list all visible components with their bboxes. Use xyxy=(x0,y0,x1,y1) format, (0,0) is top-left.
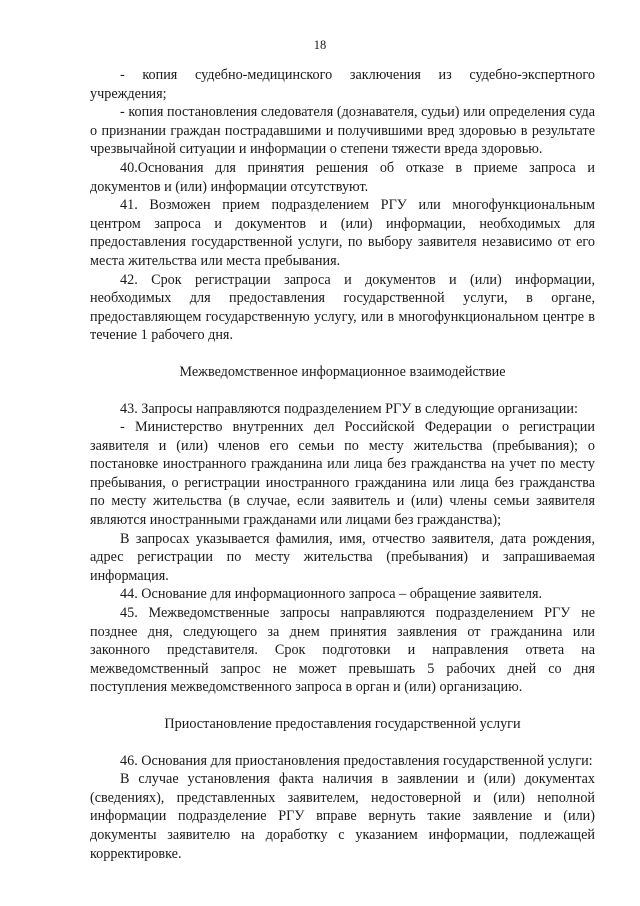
paragraph-request-contents: В запросах указывается фамилия, имя, отчество заявителя, дата рождения, адрес регистрации по месту жительства (пребывания) и запрашиваемая информация. xyxy=(90,530,595,584)
section-heading-interagency: Межведомственное информационное взаимодействие xyxy=(179,363,506,380)
section-heading-suspension: Приостановление предоставления государственной услуги xyxy=(164,716,521,732)
paragraph-mvd: - Министерство внутренних дел Российской Федерации о регистрации заявителя и (или) членов его семьи по месту жительства (пребывания); о постановке иностранного гражданина или лица без гражданства на учет по месту пребывания, о регистрации иностранного гражданина или лица без гражданства по месту жительства (в случае, если заявитель и (или) члены семьи заявителя являются иностранными гражданами или лицами без гражданства); xyxy=(90,419,595,529)
paragraph-46: 46. Основания для приостановления предоставления государственной услуги: xyxy=(120,752,593,769)
paragraph-41: 41. Возможен прием подразделением РГУ или многофункциональным центром запроса и документов и (или) информации, необходимых для предоставления государственной услуги, по выбору заявителя независимо от его места жительства или места пребывания. xyxy=(90,197,595,269)
page-number: 18 xyxy=(313,38,327,52)
paragraph-45: 45. Межведомственные запросы направляются подразделением РГУ не позднее дня, следующего за днем принятия заявления от гражданина или законного представителя. Срок подготовки и направления ответа на межведомственный запрос не может превышать 5 рабочих дней со дня поступления межведомственного запроса в орган и (или) организацию. xyxy=(90,605,595,696)
paragraph-40: 40.Основания для принятия решения об отказе в приеме запроса и документов и (или) информации отсутствуют. xyxy=(90,159,595,195)
paragraph-copy-medical-conclusion: - копия судебно-медицинского заключения из судебно-экспертного учреждения; xyxy=(90,67,595,102)
paragraph-copy-investigator-decision: - копия постановления следователя (дознавателя, судьи) или определения суда о признании граждан пострадавшими и получившими вред здоровью в результате чрезвычайной ситуации и информации о степени тяжести вреда здоровью. xyxy=(90,104,595,158)
paragraph-43: 43. Запросы направляются подразделением РГУ в следующие организации: xyxy=(120,400,578,417)
paragraph-42: 42. Срок регистрации запроса и документов и (или) информации, необходимых для предоставления государственной услуги, в органе, предоставляющем государственную услугу, или в многофункциональном центре в течение 1 рабочего дня. xyxy=(90,271,595,344)
paragraph-44: 44. Основание для информационного запроса – обращение заявителя. xyxy=(120,586,543,603)
document-body xyxy=(90,66,595,863)
paragraph-return-for-revision: В случае установления факта наличия в заявлении и (или) документах (сведениях), представленных заявителем, недостоверной и (или) неполной информации подразделение РГУ вправе вернуть такие заявление и (или) документы заявителю на доработку с указанием информации, подлежащей корректировке. xyxy=(90,771,595,862)
